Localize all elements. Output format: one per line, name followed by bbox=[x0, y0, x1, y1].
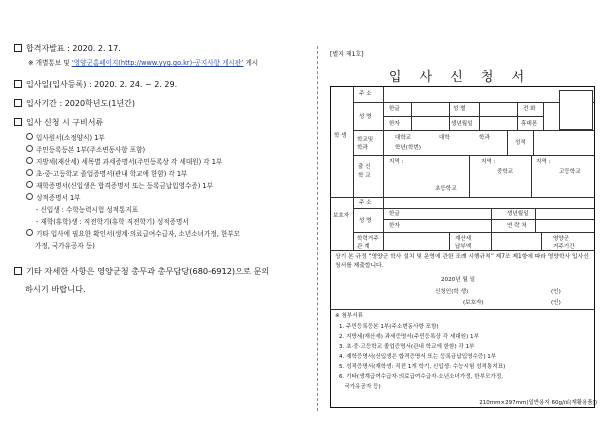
grade-label: 학년(학번) bbox=[395, 145, 421, 151]
statement-text: 상기 본 규정 “영양군 학사 설치 및 운영에 관한 조례 시행규칙” 제7조 제1항에 따라 영양학사 입사신청서를 제출합니다. bbox=[335, 254, 589, 269]
enroll-heading: 입사일(입사등록) : 2020. 2. 24. ~ 2. 29. bbox=[14, 80, 177, 90]
form-table bbox=[330, 86, 595, 408]
page-divider bbox=[317, 46, 318, 411]
attachment-item: 3. 초·중·고등학교 졸업증명서(관내 학교에 한함) 각 1부 bbox=[339, 344, 475, 350]
seal-mark: (인) bbox=[551, 289, 561, 295]
korean-label: 한글 bbox=[389, 106, 400, 112]
result-note: ※ 개별통보 및 ‘영양군홈페이지(http://www.yyg.go.kr)-공지사항 게시판’ 게시 bbox=[28, 59, 259, 67]
korean-label: 한글 bbox=[389, 211, 400, 217]
birth-label: 생년월일 bbox=[507, 211, 529, 217]
checkbox-icon bbox=[14, 80, 22, 88]
gender-label: 성 별 bbox=[453, 106, 466, 112]
form-number: [별지 제1호] bbox=[330, 51, 364, 58]
seal-mark: (인) bbox=[551, 300, 561, 306]
alma-label: 출 신 학 교 bbox=[358, 164, 371, 179]
attachments-title: ※ 첨부서류 bbox=[335, 313, 364, 319]
elem-label: 초등학교 bbox=[435, 186, 457, 192]
area-label: 지역 : bbox=[481, 159, 496, 165]
attachment-item: 1. 주민등록등본 1부(주소변동사항 포함) bbox=[339, 324, 439, 330]
circle-bullet-icon bbox=[26, 157, 33, 164]
birth-label: 생년월일 bbox=[451, 121, 473, 127]
guardian-address-label: 주 소 bbox=[359, 200, 372, 206]
attachment-item: 2. 지방세(재산세) 과세증명서(주민등록상 각 세대원) 1부 bbox=[339, 334, 479, 340]
doc-sub-item: - 재학(휴학)생 : 직전학기(휴학 직전학기) 성적증명서 bbox=[36, 218, 189, 226]
checkbox-icon bbox=[14, 44, 22, 52]
school-major-label: 학교및 학과 bbox=[357, 137, 374, 151]
applicant-sign: 신청인(학 생) bbox=[435, 289, 469, 295]
middle-label: 중학교 bbox=[497, 169, 514, 175]
area-label: 지역 : bbox=[536, 159, 551, 165]
application-form bbox=[320, 0, 600, 424]
mobile-label: 휴대폰 bbox=[521, 121, 538, 127]
area-label: 지역 : bbox=[389, 159, 404, 165]
contact-note-cont: 하시기 바랍니다. bbox=[25, 284, 86, 294]
name-label: 성 명 bbox=[359, 114, 372, 120]
doc-sub-item: - 신입생 : 수학능력시험 성적통지표 bbox=[36, 206, 139, 214]
paper-spec: 210mm×297mm(일반용지 60g/㎡(재활용품)) bbox=[479, 400, 597, 406]
form-title: 입 사 신 청 서 bbox=[388, 70, 532, 85]
attachment-item: 5. 성적증명서(재학생: 직전 1개 학기, 신입생: 수능시험 성적통지표) bbox=[339, 364, 506, 370]
result-heading: 합격자발표 : 2020. 2. 17. bbox=[14, 44, 121, 54]
checkbox-icon bbox=[14, 267, 22, 275]
doc-item: 성적증명서 1부 bbox=[26, 193, 81, 203]
guardian-sign: (보호자) bbox=[463, 300, 484, 306]
circle-bullet-icon bbox=[26, 133, 33, 140]
relation-label: 연 락 처 bbox=[507, 223, 527, 229]
doc-item-cont: 가정, 국가유공자 등) bbox=[35, 242, 95, 250]
announcement-panel bbox=[14, 0, 314, 424]
address-label: 주 소 bbox=[359, 91, 372, 97]
doc-item: 입사원서(소정양식) 1부 bbox=[26, 133, 105, 143]
attachment-item: 4. 재학증명서(신입생은 합격증명서 또는 등록금납입영수증) 1부 bbox=[339, 354, 497, 360]
doc-item: 지방세(재산세) 세목별 과세증명서(주민등록상 각 세대원) 각 1부 bbox=[26, 157, 222, 167]
doc-item: 초·중·고등학교 졸업증명서(관내 학교에 한함) 각 1부 bbox=[26, 169, 187, 179]
student-label: 학 생 bbox=[334, 133, 347, 139]
high-label: 고등학교 bbox=[559, 169, 581, 175]
homepage-link[interactable]: ‘영양군홈페이지(http://www.yyg.go.kr)-공지사항 게시판’ bbox=[71, 59, 244, 67]
contact-note: 기타 자세한 사항은 영양군청 총무과 총무담당(680-6912)으로 문의 bbox=[14, 262, 269, 280]
circle-bullet-icon bbox=[26, 169, 33, 176]
doc-item: 주민등록등본 1부(주소변동사항 포함) bbox=[26, 145, 145, 155]
date-line: 2020년 월 일 bbox=[441, 277, 476, 283]
residence-label: 영양군 거주기간 bbox=[553, 236, 575, 250]
dept-label: 학과 bbox=[479, 135, 490, 141]
relation-period-label: 학력거주 관 계 bbox=[357, 236, 379, 250]
college-label: 대학 bbox=[439, 135, 450, 141]
photo-box bbox=[559, 90, 593, 130]
circle-bullet-icon bbox=[26, 145, 33, 152]
attachment-item: 6. 기타(생계급여수급자·의료급여수급자·소년소녀가정, 한부모가정, bbox=[339, 374, 504, 380]
doc-item: 재학증명서(신입생은 합격증명서 또는 등록금납입영수증) 1부 bbox=[26, 181, 213, 191]
grades-label: 성적 bbox=[515, 140, 526, 146]
hanja-label: 한자 bbox=[389, 223, 400, 229]
univ-label: 대학교 bbox=[395, 135, 412, 141]
phone-label: 전 화 bbox=[523, 106, 536, 112]
checkbox-icon bbox=[14, 118, 22, 126]
doc-item: 기타 입사에 필요한 확인서(생계·의료급여수급자, 소년소녀가정, 한부모 bbox=[26, 229, 240, 239]
circle-bullet-icon bbox=[26, 193, 33, 200]
docs-heading: 입사 신청 시 구비서류 bbox=[14, 118, 103, 128]
circle-bullet-icon bbox=[26, 181, 33, 188]
attachment-item: 국가유공자 등) bbox=[339, 384, 381, 390]
hanja-label: 한자 bbox=[389, 121, 400, 127]
period-heading: 입사기간 : 2020학년도(1년간) bbox=[14, 99, 135, 109]
circle-bullet-icon bbox=[26, 229, 33, 236]
guardian-label: 보호자 bbox=[333, 213, 350, 219]
property-tax-label: 재산세 납부액 bbox=[455, 236, 472, 250]
guardian-name-label: 성 명 bbox=[359, 218, 372, 224]
checkbox-icon bbox=[14, 99, 22, 107]
